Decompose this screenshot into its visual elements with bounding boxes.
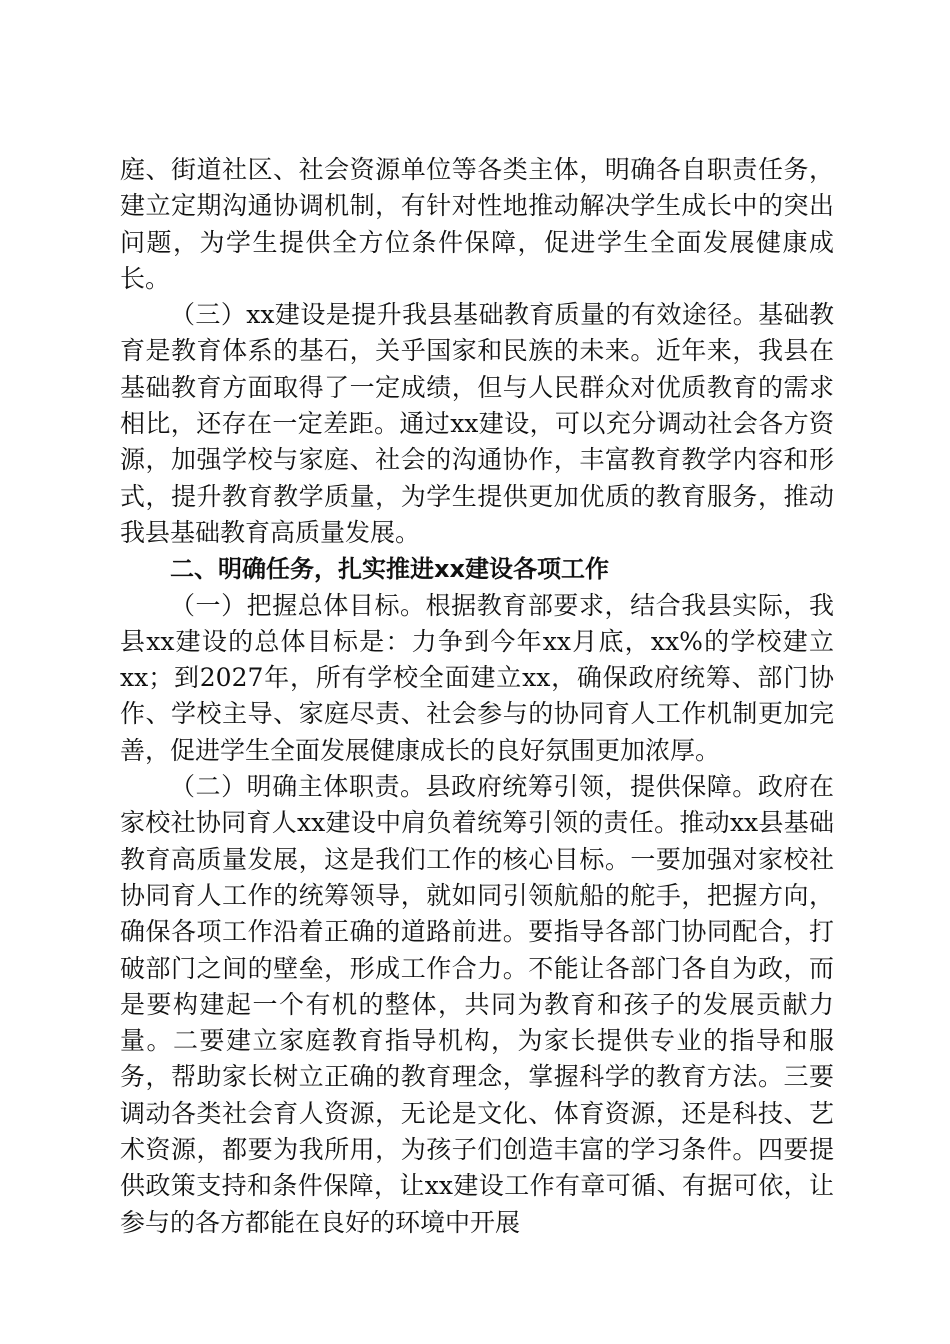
paragraph-overall-goal: （一）把握总体目标。根据教育部要求，结合我县实际，我县xx建设的总体目标是：力争到今年xx月底，xx%的学校建立xx；到2027年，所有学校全面建立xx，确保政府统筹、部门协作、学校主导、家庭尽责、社会参与的协同育人工作机制更加完善，促进学生全面发展健康成长的良好氛围更加浓厚。: [120, 590, 834, 765]
paragraph-main-responsibilities: （二）明确主体职责。县政府统筹引领，提供保障。政府在家校社协同育人xx建设中肩负着统筹引领的责任。推动xx县基础教育高质量发展，这是我们工作的核心目标。一要加强对家校社协同育人工作的统筹领导，就如同引领航船的舵手，把握方向，确保各项工作沿着正确的道路前进。要指导各部门协同配合，打破部门之间的壁垒，形成工作合力。不能让各部门各自为政，而是要构建起一个有机的整体，共同为教育和孩子的发展贡献力量。二要建立家庭教育指导机构，为家长提供专业的指导和服务，帮助家长树立正确的教育理念，掌握科学的教育方法。三要调动各类社会育人资源，无论是文化、体育资源，还是科技、艺术资源，都要为我所用，为孩子们创造丰富的学习条件。四要提供政策支持和条件保障，让xx建设工作有章可循、有据可依，让参与的各方都能在良好的环境中开展: [120, 772, 834, 1237]
paragraph-continuation: 庭、街道社区、社会资源单位等各类主体，明确各自职责任务，建立定期沟通协调机制，有针对性地推动解决学生成长中的突出问题，为学生提供全方位条件保障，促进学生全面发展健康成长。: [120, 155, 834, 293]
section-heading-2: 二、明确任务，扎实推进xx建设各项工作: [170, 555, 609, 584]
paragraph-section-3: （三）xx建设是提升我县基础教育质量的有效途径。基础教育是教育体系的基石，关乎国家和民族的未来。近年来，我县在基础教育方面取得了一定成绩，但与人民群众对优质教育的需求相比，还存在一定差距。通过xx建设，可以充分调动社会各方资源，加强学校与家庭、社会的沟通协作，丰富教育教学内容和形式，提升教育教学质量，为学生提供更加优质的教育服务，推动我县基础教育高质量发展。: [120, 300, 834, 547]
document-body: [120, 152, 834, 1241]
